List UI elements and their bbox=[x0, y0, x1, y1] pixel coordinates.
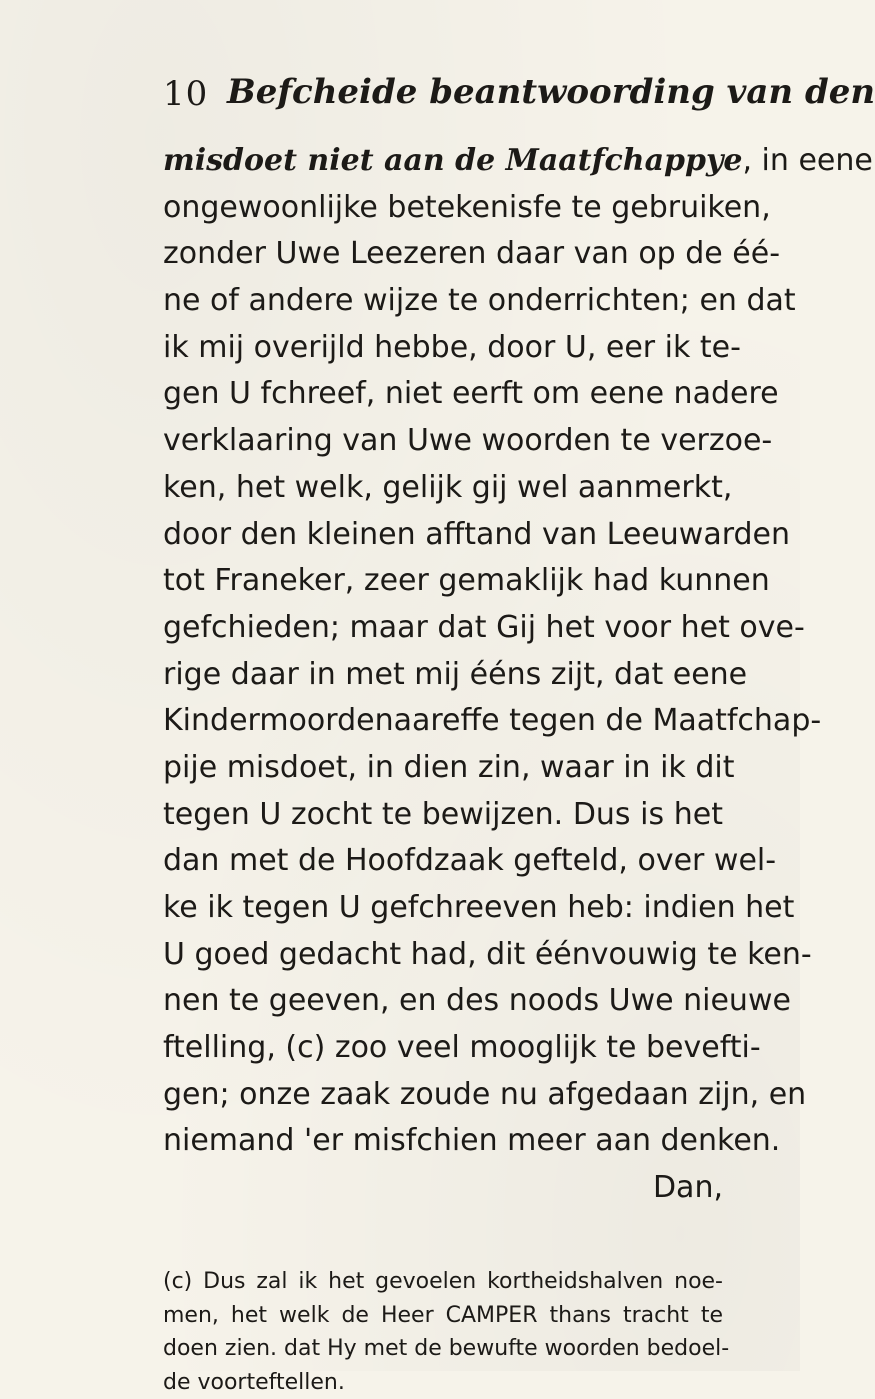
text-line: ke ik tegen U gefchreeven heb: indien het bbox=[163, 885, 723, 932]
text-line: gen U fchreef, niet eerft om eene nadere bbox=[163, 371, 723, 418]
text-line: ik mij overijld hebbe, door U, eer ik te- bbox=[163, 325, 723, 372]
running-head bbox=[163, 72, 723, 120]
text-line: verklaaring van Uwe woorden te verzoe- bbox=[163, 418, 723, 465]
italic-phrase: misdoet niet aan de Maatfchappye bbox=[163, 143, 742, 178]
catchword: Dan, bbox=[163, 1165, 723, 1212]
text-line: pije misdoet, in dien zin, waar in ik dit bbox=[163, 745, 723, 792]
text-line: nen te geeven, en des noods Uwe nieuwe bbox=[163, 978, 723, 1025]
text-line bbox=[163, 138, 723, 185]
text-line: ne of andere wijze te onderrichten; en dat bbox=[163, 278, 723, 325]
footnote-line: men, het welk de Heer CAMPER thans tracht te bbox=[163, 1299, 723, 1333]
text-line: niemand 'er misfchien meer aan denken. bbox=[163, 1118, 723, 1165]
text-line: tegen U zocht te bewijzen. Dus is het bbox=[163, 792, 723, 839]
text-line: zonder Uwe Leezeren daar van op de éé- bbox=[163, 231, 723, 278]
text-line: Kindermoordenaareffe tegen de Maatfchap- bbox=[163, 698, 723, 745]
text-line: gefchieden; maar dat Gij het voor het ove- bbox=[163, 605, 723, 652]
body-text bbox=[163, 138, 723, 1212]
footnote bbox=[163, 1265, 723, 1399]
text-line: U goed gedacht had, dit éénvouwig te ken- bbox=[163, 932, 723, 979]
footnote-line: (c) Dus zal ik het gevoelen kortheidshalven noe- bbox=[163, 1265, 723, 1299]
text-fragment: , in eene bbox=[742, 143, 872, 178]
text-line: ongewoonlijke betekenisfe te gebruiken, bbox=[163, 185, 723, 232]
text-line: tot Franeker, zeer gemaklijk had kunnen bbox=[163, 558, 723, 605]
text-line: ftelling, (c) zoo veel mooglijk te bevefti- bbox=[163, 1025, 723, 1072]
text-line: gen; onze zaak zoude nu afgedaan zijn, en bbox=[163, 1072, 723, 1119]
page-number: 10 bbox=[163, 74, 208, 114]
text-line: ken, het welk, gelijk gij wel aanmerkt, bbox=[163, 465, 723, 512]
footnote-line: de voorteftellen. bbox=[163, 1366, 723, 1399]
footnote-line: doen zien. dat Hy met de bewufte woorden bedoel- bbox=[163, 1332, 723, 1366]
running-title: Befcheide beantwoording van den bbox=[227, 72, 875, 112]
text-line: door den kleinen afftand van Leeuwarden bbox=[163, 512, 723, 559]
text-line: dan met de Hoofdzaak gefteld, over wel- bbox=[163, 838, 723, 885]
text-line: rige daar in met mij ééns zijt, dat eene bbox=[163, 652, 723, 699]
